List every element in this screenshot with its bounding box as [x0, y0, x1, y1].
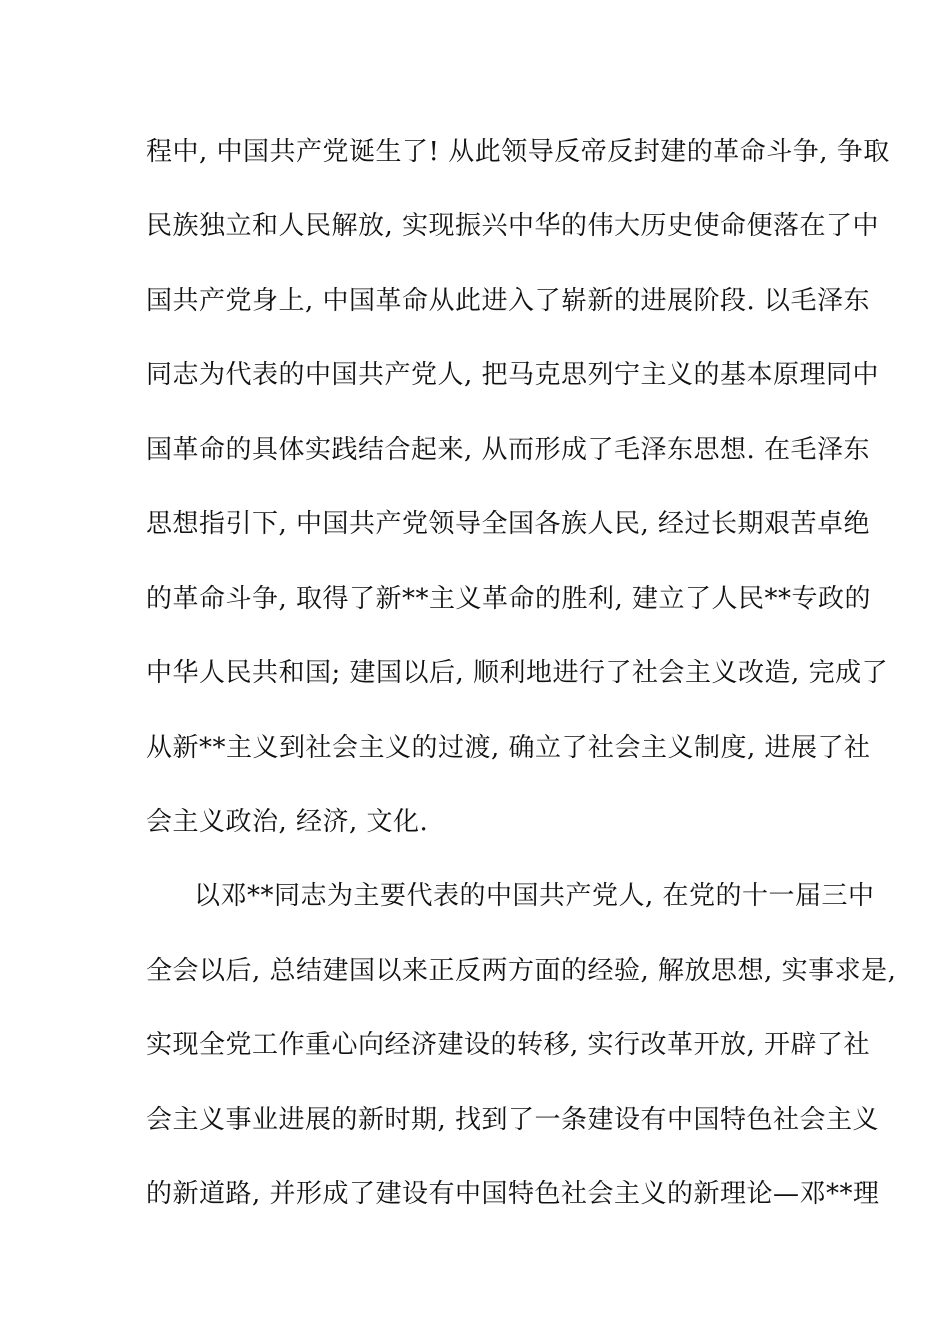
text-line: 国革命的具体实践结合起来, 从而形成了毛泽东思想. 在毛泽东: [146, 435, 871, 465]
text-line: 会主义政治, 经济, 文化.: [146, 807, 429, 837]
text-line: 同志为代表的中国共产党人, 把马克思列宁主义的基本原理同中: [146, 360, 880, 390]
text-line: 中华人民共和国; 建国以后, 顺利地进行了社会主义改造, 完成了: [146, 658, 889, 688]
text-line: 的革命斗争, 取得了新**主义革命的胜利, 建立了人民**专政的: [146, 584, 872, 614]
paragraph-first-line: 以邓**同志为主要代表的中国共产党人, 在党的十一届三中: [194, 881, 875, 911]
text-line: 从新**主义到社会主义的过渡, 确立了社会主义制度, 进展了社: [146, 733, 871, 763]
text-line: 会主义事业进展的新时期, 找到了一条建设有中国特色社会主义: [146, 1105, 880, 1135]
text-line: 的新道路, 并形成了建设有中国特色社会主义的新理论—邓**理: [146, 1179, 880, 1209]
text-line: 民族独立和人民解放, 实现振兴中华的伟大历史使命便落在了中: [146, 211, 880, 241]
text-line: 全会以后, 总结建国以来正反两方面的经验, 解放思想, 实事求是,: [146, 956, 897, 986]
text-line: 程中, 中国共产党诞生了! 从此领导反帝反封建的革命斗争, 争取: [146, 137, 890, 167]
text-line: 实现全党工作重心向经济建设的转移, 实行改革开放, 开辟了社: [146, 1030, 871, 1060]
text-line: 国共产党身上, 中国革命从此进入了崭新的进展阶段. 以毛泽东: [146, 286, 871, 316]
text-line: 思想指引下, 中国共产党领导全国各族人民, 经过长期艰苦卓绝: [146, 509, 871, 539]
